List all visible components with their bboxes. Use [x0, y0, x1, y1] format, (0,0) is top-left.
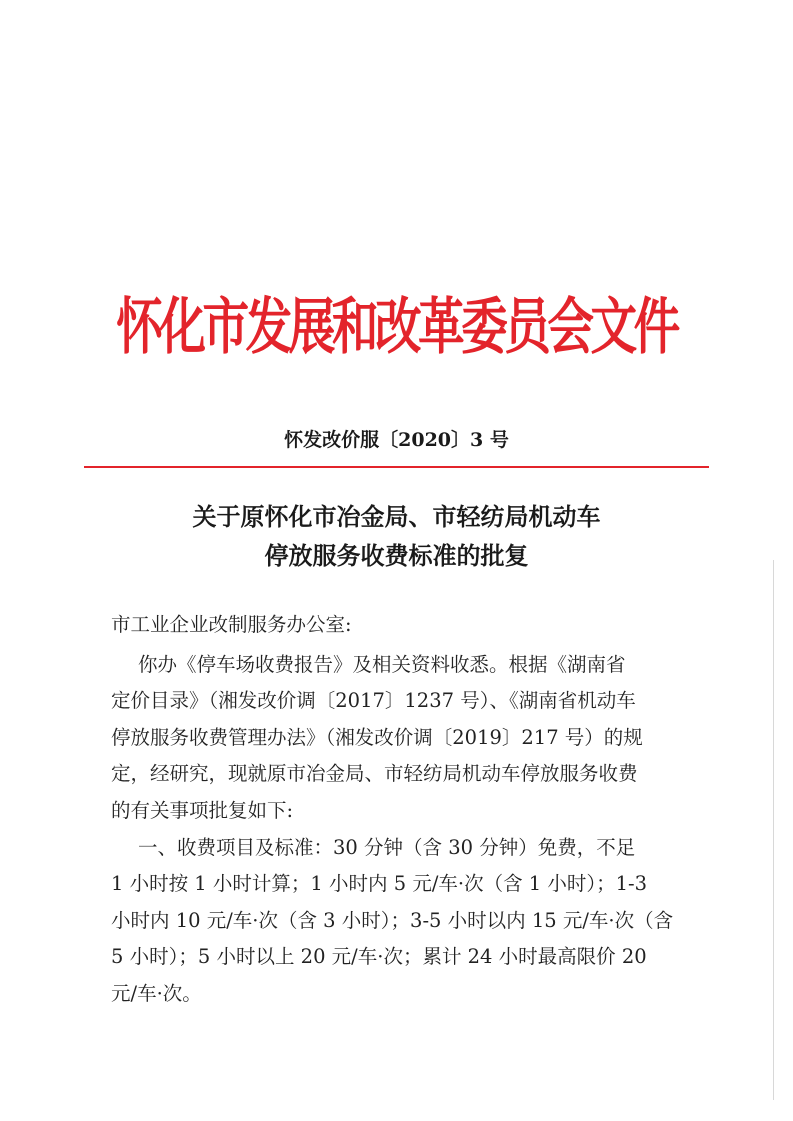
- document-title-line-1: 关于原怀化市冶金局、市轻纺局机动车: [192, 502, 601, 531]
- paragraph-1-line: 定，经研究，现就原市冶金局、市轻纺局机动车停放服务收费: [111, 762, 638, 786]
- paragraph-2: [111, 830, 686, 1012]
- paragraph-2-line: 小时内 10 元/车·次（含 3 小时）；3-5 小时以内 15 元/车·次（含: [111, 908, 674, 932]
- paragraph-2-line: 元/车·次。: [111, 981, 202, 1005]
- red-divider-line: [84, 466, 709, 468]
- paragraph-1-line: 你办《停车场收费报告》及相关资料收悉。根据《湖南省: [138, 653, 626, 676]
- addressee: 市工业企业改制服务办公室:: [111, 613, 352, 636]
- paragraph-2-line: 一、收费项目及标准：30 分钟（含 30 分钟）免费，不足: [138, 836, 636, 859]
- paragraph-1-line: 停放服务收费管理办法》（湘发改价调〔2019〕217 号）的规: [111, 725, 643, 749]
- paragraph-1-line: 的有关事项批复如下:: [111, 798, 294, 822]
- document-title: [0, 497, 793, 575]
- scan-edge-line: [773, 560, 774, 1100]
- paragraph-2-line: 1 小时按 1 小时计算；1 小时内 5 元/车·次（含 1 小时）；1-3: [111, 872, 648, 896]
- paragraph-2-line: 5 小时）；5 小时以上 20 元/车·次；累计 24 小时最高限价 20: [111, 945, 647, 969]
- paragraph-1-line: 定价目录》（湘发改价调〔2017〕1237 号）、《湖南省机动车: [111, 689, 636, 713]
- paragraph-1: [111, 647, 686, 829]
- document-number: 怀发改价服〔2020〕3 号: [284, 429, 509, 451]
- issuer-title: 怀化市发展和改革委员会文件: [116, 291, 677, 363]
- document-title-line-2: 停放服务收费标准的批复: [264, 541, 529, 570]
